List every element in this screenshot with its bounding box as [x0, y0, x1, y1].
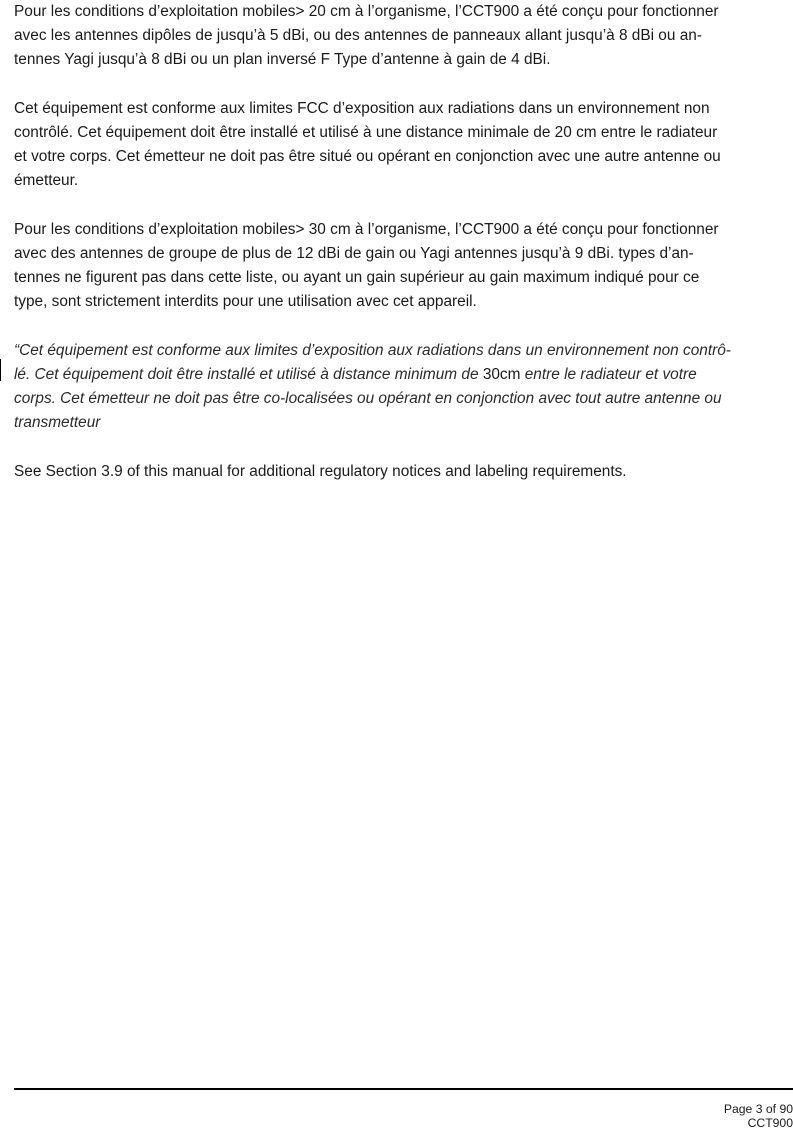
paragraph-section-reference: See Section 3.9 of this manual for additional regulatory notices and labeling requirements.	[14, 462, 627, 480]
revision-change-bar	[0, 359, 1, 381]
paragraph-mobile-30cm: Pour les conditions d’exploitation mobiles> 30 cm à l’organisme, l’CCT900 a été conçu pour fonctionner avec des antennes de groupe de plus de 12 dBi de gain ou Yagi antennes jusqu’à 9 dBi. types d’an- tennes ne figurent pas dans cette liste, ou ayant un gain supérieur au gain maximum indiqué pour ce type, sont strictement interdits pour une utilisation avec cet appareil.	[14, 220, 719, 311]
page-footer	[724, 1102, 793, 1131]
paragraph-radiation-exposure-quote	[14, 339, 790, 436]
paragraph-mobile-20cm: Pour les conditions d’exploitation mobiles> 20 cm à l’organisme, l’CCT900 a été conçu pour fonctionner avec les antennes dipôles de jusqu’à 5 dBi, ou des antennes de panneaux allant jusqu’à 8 dBi ou an- tennes Yagi jusqu’à 8 dBi ou un plan inversé F Type d’antenne à gain de 4 dBi.	[14, 3, 719, 69]
quote-text-before: “Cet équipement est conforme aux limites d’exposition aux radiations dans un environnement non contrô- lé. Cet équipement doit être installé et utilisé à distance minimum de	[14, 341, 731, 383]
page-number: Page 3 of 90	[723, 1102, 793, 1116]
quote-distance-value: 30cm	[482, 366, 521, 383]
document-id: CCT900	[747, 1116, 793, 1131]
document-body	[14, 0, 790, 508]
footer-divider	[14, 1088, 793, 1090]
quote-text-after: entre le radiateur et votre corps. Cet émetteur ne doit pas être co-localisées ou opérant en conjonction avec tout autre antenne ou transmetteur	[14, 366, 722, 432]
paragraph-fcc-exposure-limits: Cet équipement est conforme aux limites FCC d’exposition aux radiations dans un environnement non contrôlé. Cet équipement doit être installé et utilisé à une distance minimale de 20 cm entre le radiateur et votre corps. Cet émetteur ne doit pas être situé ou opérant en conjonction avec une autre antenne ou émetteur.	[14, 99, 721, 190]
